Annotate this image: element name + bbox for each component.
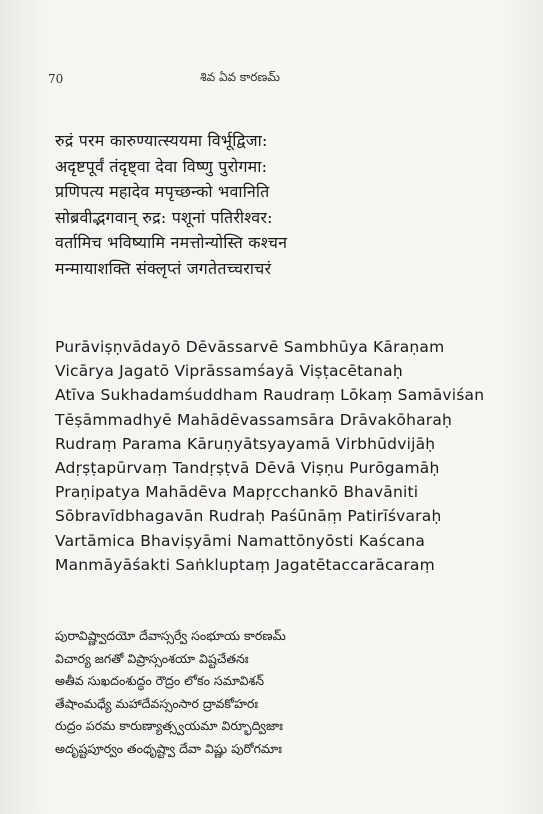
devanagari-line: प्रणिपत्य महादेव मपृच्छन्को भवानिति: [55, 182, 270, 201]
devanagari-line: मन्मायाशक्ति संक्लृप्तं जगतेतच्चराचरं: [55, 258, 272, 278]
transliteration-line: Atīva Sukhadamśuddham Raudraṃ Lōkaṃ Samāviśan: [55, 386, 485, 405]
transliteration-block: [55, 335, 484, 577]
telugu-line: తేషాంమధ్యే మహాదేవస్సంసార ద్రావకోహరః: [55, 695, 259, 711]
telugu-line: అదృష్టపూర్వం తంధృష్ట్వా దేవా విష్ణు పురోగమాః: [55, 740, 282, 756]
running-title: శివ ఏవ కారణమ్: [200, 70, 280, 84]
transliteration-line: Praṇipatya Mahādēva Mapṛcchankō Bhavāniti: [55, 483, 419, 502]
devanagari-line: रुद्रं परम कारुण्यात्स्ययमा विर्भूद्विजा:: [55, 131, 268, 150]
transliteration-line: Vicārya Jagatō Viprāssamśayā Viṣṭacētanaḥ: [55, 362, 403, 381]
telugu-line: విచార్య జగతో విప్రాస్సంశయా విష్టచేతనః: [55, 650, 249, 666]
devanagari-line: सोब्रवीद्भगवान् रुद्र: पशूनां पतिरीश्वर:: [55, 207, 273, 227]
transliteration-line: Vartāmica Bhaviṣyāmi Namattōnyōsti Kaścana: [55, 531, 426, 550]
transliteration-line: Sōbravīdbhagavān Rudraḥ Paśūnāṃ Patirīśvaraḥ: [55, 507, 442, 526]
telugu-line: పురావిష్ణ్వాదయో దేవాస్సర్వే సంభూయ కారణమ్: [55, 628, 286, 643]
transliteration-line: Tēṣāmmadhyē Mahādēvassamsāra Drāvakōharaḥ: [55, 410, 453, 429]
devanagari-line: अदृष्टपूर्वं तंदृष्ट्वा देवा विष्णु पुरोगमा:: [55, 156, 268, 176]
devanagari-line: वर्तामिच भविष्यामि नमत्तोन्योस्ति कश्चन: [55, 233, 288, 252]
transliteration-line: Manmāyāśakti Saṅkluptaṃ Jagatētaccarācaraṃ: [55, 555, 435, 574]
telugu-verse-block: [55, 625, 286, 761]
transliteration-line: Adṛṣṭapūrvaṃ Tandṛṣṭvā Dēvā Viṣṇu Purōgamāḥ: [55, 459, 440, 478]
page-number: 70: [48, 72, 64, 86]
telugu-line: అతీవ సుఖదంశుద్ధం రౌద్రం లోకం సమావిశన్: [55, 673, 265, 689]
devanagari-verse-block: [55, 128, 287, 281]
transliteration-line: Rudraṃ Parama Kāruṇyātsyayamā Virbhūdvijāḥ: [55, 434, 436, 453]
telugu-line: రుద్రం పరమ కారుణ్యాత్స్వయమా విర్భూద్విజాః: [55, 718, 283, 734]
transliteration-line: Purāviṣṇvādayō Dēvāssarvē Sambhūya Kāraṇam: [55, 338, 445, 356]
